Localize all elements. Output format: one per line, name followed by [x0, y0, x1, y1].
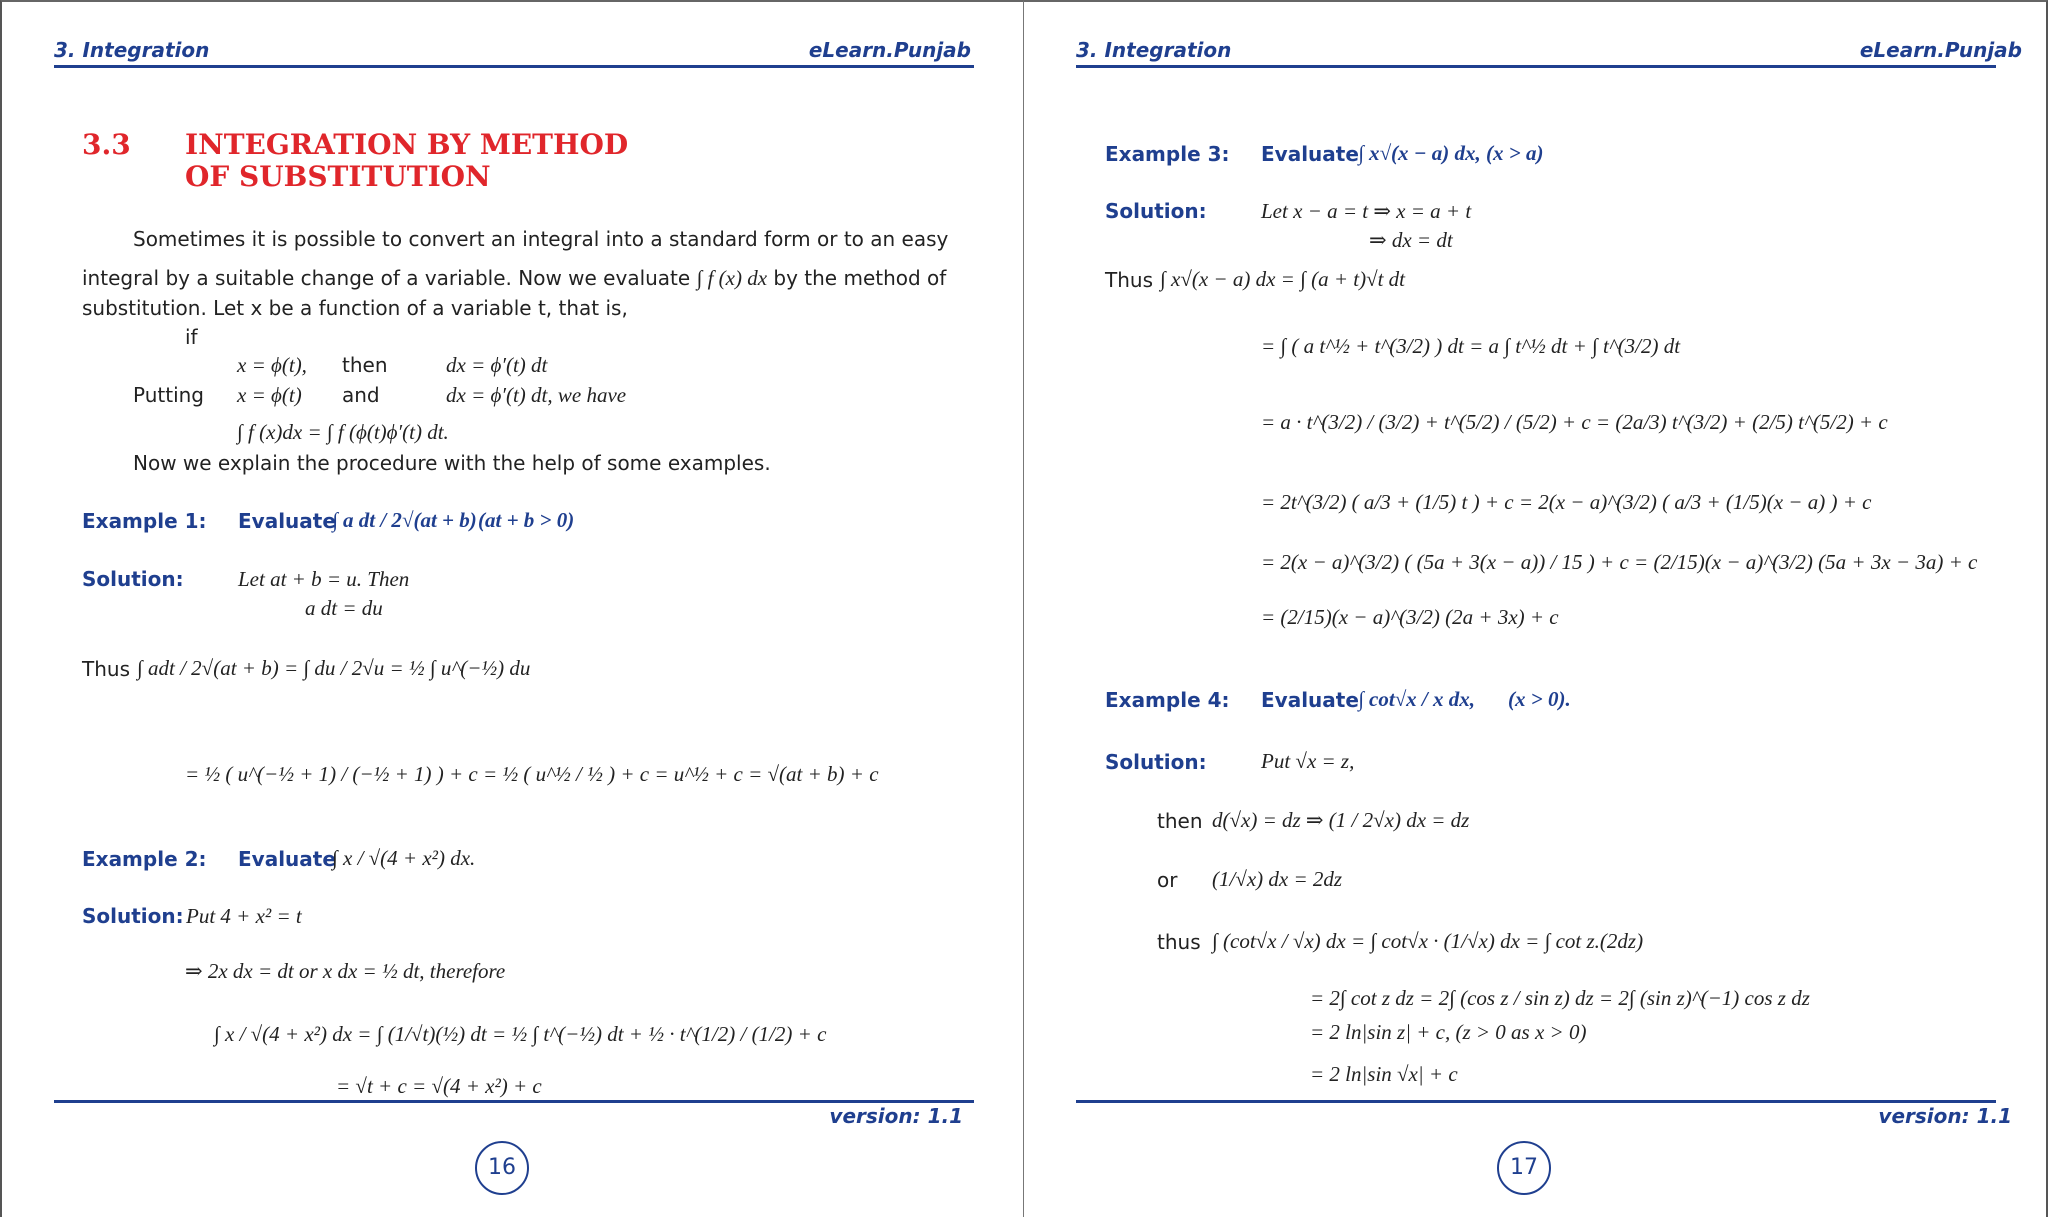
row2-a: x = ϕ(t): [237, 383, 302, 407]
example3-integral: ∫ x√(x − a) dx, (x > a): [1358, 141, 1544, 165]
example2-step1: ⇒ 2x dx = dt or x dx = ½ dt, therefore: [185, 959, 506, 983]
intro-line2b: by the method of: [773, 266, 947, 290]
example1-step2: = ½ ( u^(−½ + 1) / (−½ + 1) ) + c = ½ ( u^½ / ½ ) + c = u^½ + c = √(at + b) + c: [185, 762, 879, 786]
example1-step1: ∫ adt / 2√(at + b) = ∫ du / 2√u = ½ ∫ u^(−½) du: [137, 656, 531, 680]
intro-line3: substitution. Let x be a function of a variable t, that is,: [82, 296, 628, 320]
example3-step: = a · t^(3/2) / (3/2) + t^(5/2) / (5/2) + c = (2a/3) t^(3/2) + (2/5) t^(5/2) + c: [1261, 410, 1888, 434]
example3-label: Example 3:: [1105, 142, 1230, 166]
footer-rule: [1076, 1100, 1996, 1103]
header-rule: [1076, 65, 1996, 68]
example3-step: = (2/15)(x − a)^(3/2) (2a + 3x) + c: [1261, 605, 1559, 629]
row1-a: x = ϕ(t),: [237, 353, 307, 377]
example1-evaluate: Evaluate: [238, 509, 336, 533]
example4-put: Put √x = z,: [1261, 749, 1355, 773]
example4-thus-math: ∫ (cot√x / √x) dx = ∫ cot√x · (1/√x) dx = ∫ cot z.(2dz): [1212, 929, 1644, 953]
example4-integral: ∫ cot√x / x dx,: [1358, 687, 1476, 711]
example4-label: Example 4:: [1105, 688, 1230, 712]
example4-then-label: then: [1157, 809, 1203, 833]
example3-thus: Thus: [1105, 268, 1153, 292]
example4-step: = 2 ln|sin z| + c, (z > 0 as x > 0): [1310, 1020, 1587, 1044]
intro-closing: Now we explain the procedure with the help of some examples.: [133, 451, 771, 475]
intro-line2a: integral by a suitable change of a variable. Now we evaluate: [82, 266, 691, 290]
example4-evaluate: Evaluate: [1261, 688, 1359, 712]
section-title-line2: OF SUBSTITUTION: [185, 160, 491, 193]
header-chapter: 3. Integration: [1076, 38, 1232, 62]
example3-thus-math: ∫ x√(x − a) dx = ∫ (a + t)√t dt: [1160, 267, 1406, 291]
example4-or-label: or: [1157, 868, 1178, 892]
example4-condition: (x > 0).: [1508, 687, 1571, 711]
example2-step2: ∫ x / √(4 + x²) dx = ∫ (1/√t)(½) dt = ½ ∫ t^(−½) dt + ½ · t^(1/2) / (1/2) + c: [214, 1022, 827, 1046]
example2-label: Example 2:: [82, 847, 207, 871]
example4-then-math: d(√x) = dz ⇒ (1 / 2√x) dx = dz: [1212, 808, 1470, 832]
example3-solution-label: Solution:: [1105, 199, 1207, 223]
example3-step: = 2t^(3/2) ( a/3 + (1/5) t ) + c = 2(x − a)^(3/2) ( a/3 + (1/5)(x − a) ) + c: [1261, 490, 1872, 514]
example2-put: Put 4 + x² = t: [186, 904, 302, 928]
example1-thus: Thus: [82, 657, 130, 681]
example3-step: = ∫ ( a t^½ + t^(3/2) ) dt = a ∫ t^½ dt + ∫ t^(3/2) dt: [1261, 334, 1681, 358]
header-brand: eLearn.Punjab: [1859, 38, 2022, 62]
substitution-formula: ∫ f (x)dx = ∫ f (ϕ(t)ϕ′(t) dt.: [237, 420, 449, 444]
row2-label: Putting: [133, 383, 204, 407]
example4-or-math: (1/√x) dx = 2dz: [1212, 867, 1343, 891]
header-chapter: 3. Integration: [54, 38, 210, 62]
page-number: 16: [475, 1141, 529, 1195]
example2-integral: ∫ x / √(4 + x²) dx.: [332, 846, 476, 870]
section-title-line1: INTEGRATION BY METHOD: [185, 128, 629, 161]
row2-b: and: [342, 383, 380, 407]
example2-step3: = √t + c = √(4 + x²) + c: [336, 1074, 542, 1098]
example1-solution-label: Solution:: [82, 567, 184, 591]
header-rule: [54, 65, 974, 68]
footer-version: version: 1.1: [1878, 1104, 2012, 1128]
example3-sol2: ⇒ dx = dt: [1369, 228, 1453, 252]
example1-condition: (at + b > 0): [478, 508, 575, 532]
example1-label: Example 1:: [82, 509, 207, 533]
example4-thus-label: thus: [1157, 930, 1201, 954]
example4-step: = 2∫ cot z dz = 2∫ (cos z / sin z) dz = 2∫ (sin z)^(−1) cos z dz: [1310, 986, 1810, 1010]
intro-if: if: [185, 325, 198, 349]
row1-b: then: [342, 353, 388, 377]
example1-sol1: Let at + b = u. Then: [238, 567, 410, 591]
example3-evaluate: Evaluate: [1261, 142, 1359, 166]
example1-sol2: a dt = du: [305, 596, 383, 620]
example4-step: = 2 ln|sin √x| + c: [1310, 1062, 1458, 1086]
example3-sol1: Let x − a = t ⇒ x = a + t: [1261, 199, 1472, 223]
row1-c: dx = ϕ′(t) dt: [446, 353, 548, 377]
example2-evaluate: Evaluate: [238, 847, 336, 871]
intro-line1: Sometimes it is possible to convert an integral into a standard form or to an easy: [133, 227, 949, 251]
example1-integral: ∫ a dt / 2√(at + b): [332, 508, 477, 532]
intro-line2-math: ∫ f (x) dx: [696, 266, 768, 290]
example4-solution-label: Solution:: [1105, 750, 1207, 774]
example2-solution-label: Solution:: [82, 904, 184, 928]
section-number: 3.3: [82, 128, 131, 161]
footer-rule: [54, 1100, 974, 1103]
footer-version: version: 1.1: [829, 1104, 963, 1128]
intro-line2: [82, 266, 946, 291]
page-number: 17: [1497, 1141, 1551, 1195]
example3-step: = 2(x − a)^(3/2) ( (5a + 3(x − a)) / 15 ) + c = (2/15)(x − a)^(3/2) (5a + 3x − 3a) + c: [1261, 550, 1978, 574]
header-brand: eLearn.Punjab: [808, 38, 971, 62]
row2-c: dx = ϕ′(t) dt, we have: [446, 383, 627, 407]
page-right: [1024, 0, 2048, 1217]
